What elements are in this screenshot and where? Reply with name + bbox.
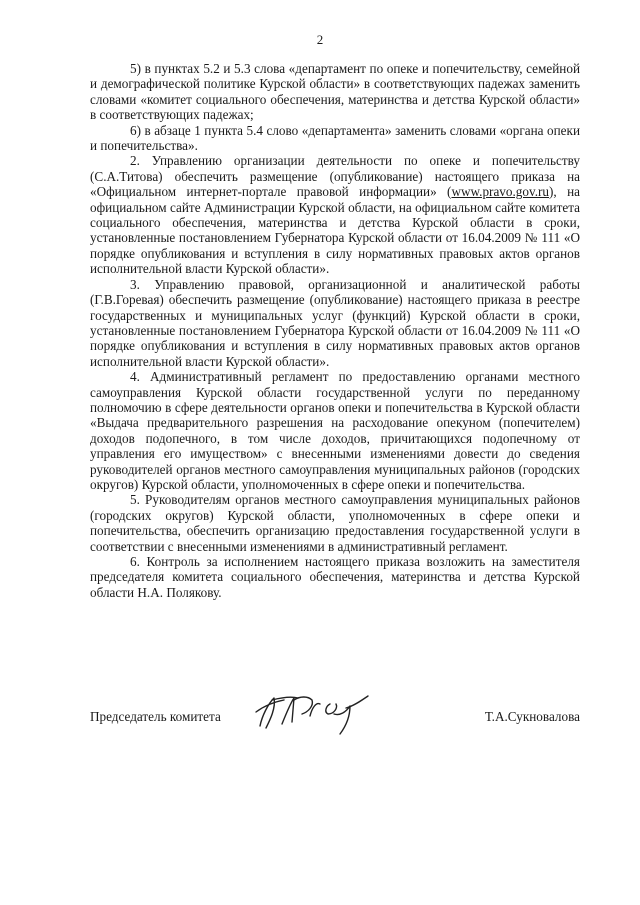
paragraph-item-5: 5. Руководителям органов местного самоуправления муниципальных районов (городских округов) Курской области, уполномоченных в сфере опеки и попечительства, обеспечить организацию предоставления государственной услуги в соответствии с внесенными изменениями в административный регламент. <box>90 492 580 554</box>
item-2-text-end: ), на официальном сайте Администрации Курской области, на официальном сайте комитета социального обеспечения, материнства и детства Курской области в сроки, установленные постановлением Губернатора Курской области от 16.04.2009 № 111 «О порядке опубликования и вступления в силу нормативных правовых актов органов исполнительной власти Курской области». <box>90 184 580 277</box>
signer-name: Т.А.Сукновалова <box>484 709 580 724</box>
item-2-text-start: 2. Управлению организации деятельности по опеке и попечительству (С.А.Титова) обеспечить размещение (опубликование) настоящего приказа на «Официальном интернет-портале правовой информации» ( <box>90 153 580 200</box>
pravo-gov-link[interactable]: www.pravo.gov.ru <box>451 184 549 200</box>
paragraph-item-2 <box>90 153 580 276</box>
paragraph-item-4: 4. Административный регламент по предоставлению органами местного самоуправления Курской области государственной услуги по переданному полномочию в сфере деятельности органов опеки и попечительства в Курской области «Выдача предварительного разрешения на расходование опекуном (попечителем) доходов подопечного, в том числе доходов, причитающихся подопечному от управления его имуществом» с внесенными изменениями довести до сведения руководителей органов местного самоуправления муниципальных районов (городских округов) Курской области, уполномоченных в сфере опеки и попечительства. <box>90 369 580 492</box>
document-body <box>90 61 580 600</box>
signer-title: Председатель комитета <box>90 709 221 724</box>
paragraph-item-3: 3. Управлению правовой, организационной и аналитической работы (Г.В.Горевая) обеспечить размещение (опубликование) настоящего приказа в реестре государственных и муниципальных услуг (функций) Курской области в сроки, установленные постановлением Губернатора Курской области от 16.04.2009 № 111 «О порядке опубликования и вступления в силу нормативных правовых актов органов исполнительной власти Курской области». <box>90 276 580 369</box>
signature-block <box>90 700 580 740</box>
paragraph-item-6: 6. Контроль за исполнением настоящего приказа возложить на заместителя председателя комитета социального обеспечения, материнства и детства Курской области Н.А. Полякову. <box>90 554 580 600</box>
page-number: 2 <box>316 32 324 47</box>
handwritten-signature <box>250 686 380 738</box>
paragraph-subitem-5: 5) в пунктах 5.2 и 5.3 слова «департамент по опеке и попечительству, семейной и демографической политике Курской области» в соответствующих падежах заменить словами «комитет социального обеспечения, материнства и детства Курской области» в соответствующих падежах; <box>90 61 580 123</box>
paragraph-subitem-6: 6) в абзаце 1 пункта 5.4 слово «департамента» заменить словами «органа опеки и попечительства». <box>90 122 580 154</box>
